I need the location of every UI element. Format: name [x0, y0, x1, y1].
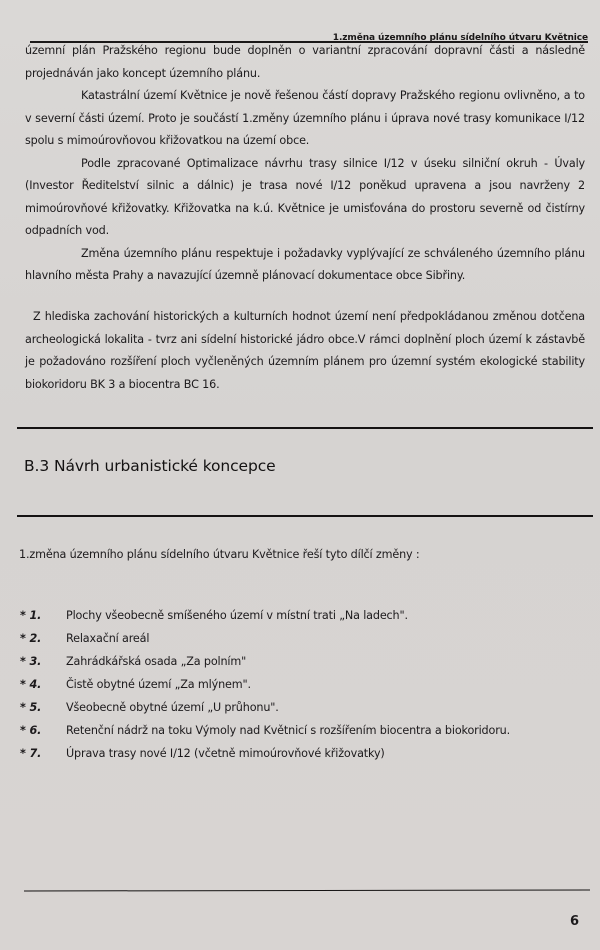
top-text-block: [25, 40, 585, 288]
list-item-number: * 3.: [20, 655, 42, 668]
list-item-number: * 7.: [20, 747, 42, 760]
changes-list: [20, 604, 510, 765]
paragraph-heritage: Z hlediska zachování historických a kulturních hodnot území není předpokládanou změnou dotčena archeologická lokalita - tvrz ani sídelní historické jádro obce.V rámci doplnění ploch území k zástavbě je požadováno rozšíření ploch vyčleněných územním plánem pro územní systém ekologické stability biokoridoru BK 3 a biocentra BC 16.: [25, 310, 585, 391]
list-item: [20, 650, 510, 673]
section-divider-bottom: [17, 515, 593, 517]
list-item: [20, 696, 510, 719]
list-item-number: * 1.: [20, 609, 42, 622]
list-item-text: Relaxační areál: [66, 632, 150, 645]
footer-divider: [24, 890, 590, 892]
list-item: [20, 719, 510, 742]
list-item: [20, 604, 510, 627]
paragraph-respect: Změna územního plánu respektuje i požadavky vyplývající ze schváleného územního plánu hlavního města Prahy a navazující územně plánovací dokumentace obce Sibřiny.: [25, 246, 585, 282]
list-item-number: * 2.: [20, 632, 42, 645]
list-item: [20, 673, 510, 696]
list-item-text: Retenční nádrž na toku Výmoly nad Květnicí s rozšířením biocentra a biokoridoru.: [66, 724, 511, 737]
page-number: 6: [570, 914, 580, 929]
changes-intro: 1.změna územního plánu sídelního útvaru Květnice řeší tyto dílčí změny :: [19, 548, 420, 561]
list-item-number: * 6.: [20, 724, 42, 737]
paragraph-continuation: územní plán Pražského regionu bude doplněn o variantní zpracování dopravní části a následně projednáván jako koncept územního plánu.: [25, 44, 585, 80]
list-item-text: Všeobecně obytné území „U průhonu".: [66, 701, 279, 714]
section-title: B.3 Návrh urbanistické koncepce: [24, 457, 276, 475]
list-item-number: * 4.: [20, 678, 42, 691]
paragraph-cadastral: Katastrální území Květnice je nově řešenou částí dopravy Pražského regionu ovlivněno, a to v severní části území. Proto je součástí 1.změny územního plánu i úprava nové trasy komunikace I/12 spolu s mimoúrovňovou křižovatkou na území obce.: [25, 89, 585, 147]
list-item-text: Úprava trasy nové I/12 (včetně mimoúrovňové křižovatky): [66, 747, 385, 760]
list-item-number: * 5.: [20, 701, 42, 714]
list-item-text: Plochy všeobecně smíšeného území v místní trati „Na ladech".: [66, 609, 408, 622]
list-item-text: Zahrádkářská osada „Za polním": [66, 655, 247, 668]
list-item: [20, 742, 510, 765]
paragraph-optimization: Podle zpracované Optimalizace návrhu trasy silnice I/12 v úseku silniční okruh - Úvaly (Investor Ředitelství silnic a dálnic) je trasa nové I/12 poněkud upravena a jsou navrženy 2 mimoúrovňové křižovatky. Křižovatka na k.ú. Květnice je umisťována do prostoru severně od čistírny odpadních vod.: [25, 156, 585, 237]
list-item: [20, 627, 510, 650]
running-header-title: 1.změna územního plánu sídelního útvaru Květnice: [332, 33, 588, 43]
list-item-text: Čistě obytné území „Za mlýnem".: [66, 678, 251, 691]
section-divider-top: [17, 427, 593, 429]
